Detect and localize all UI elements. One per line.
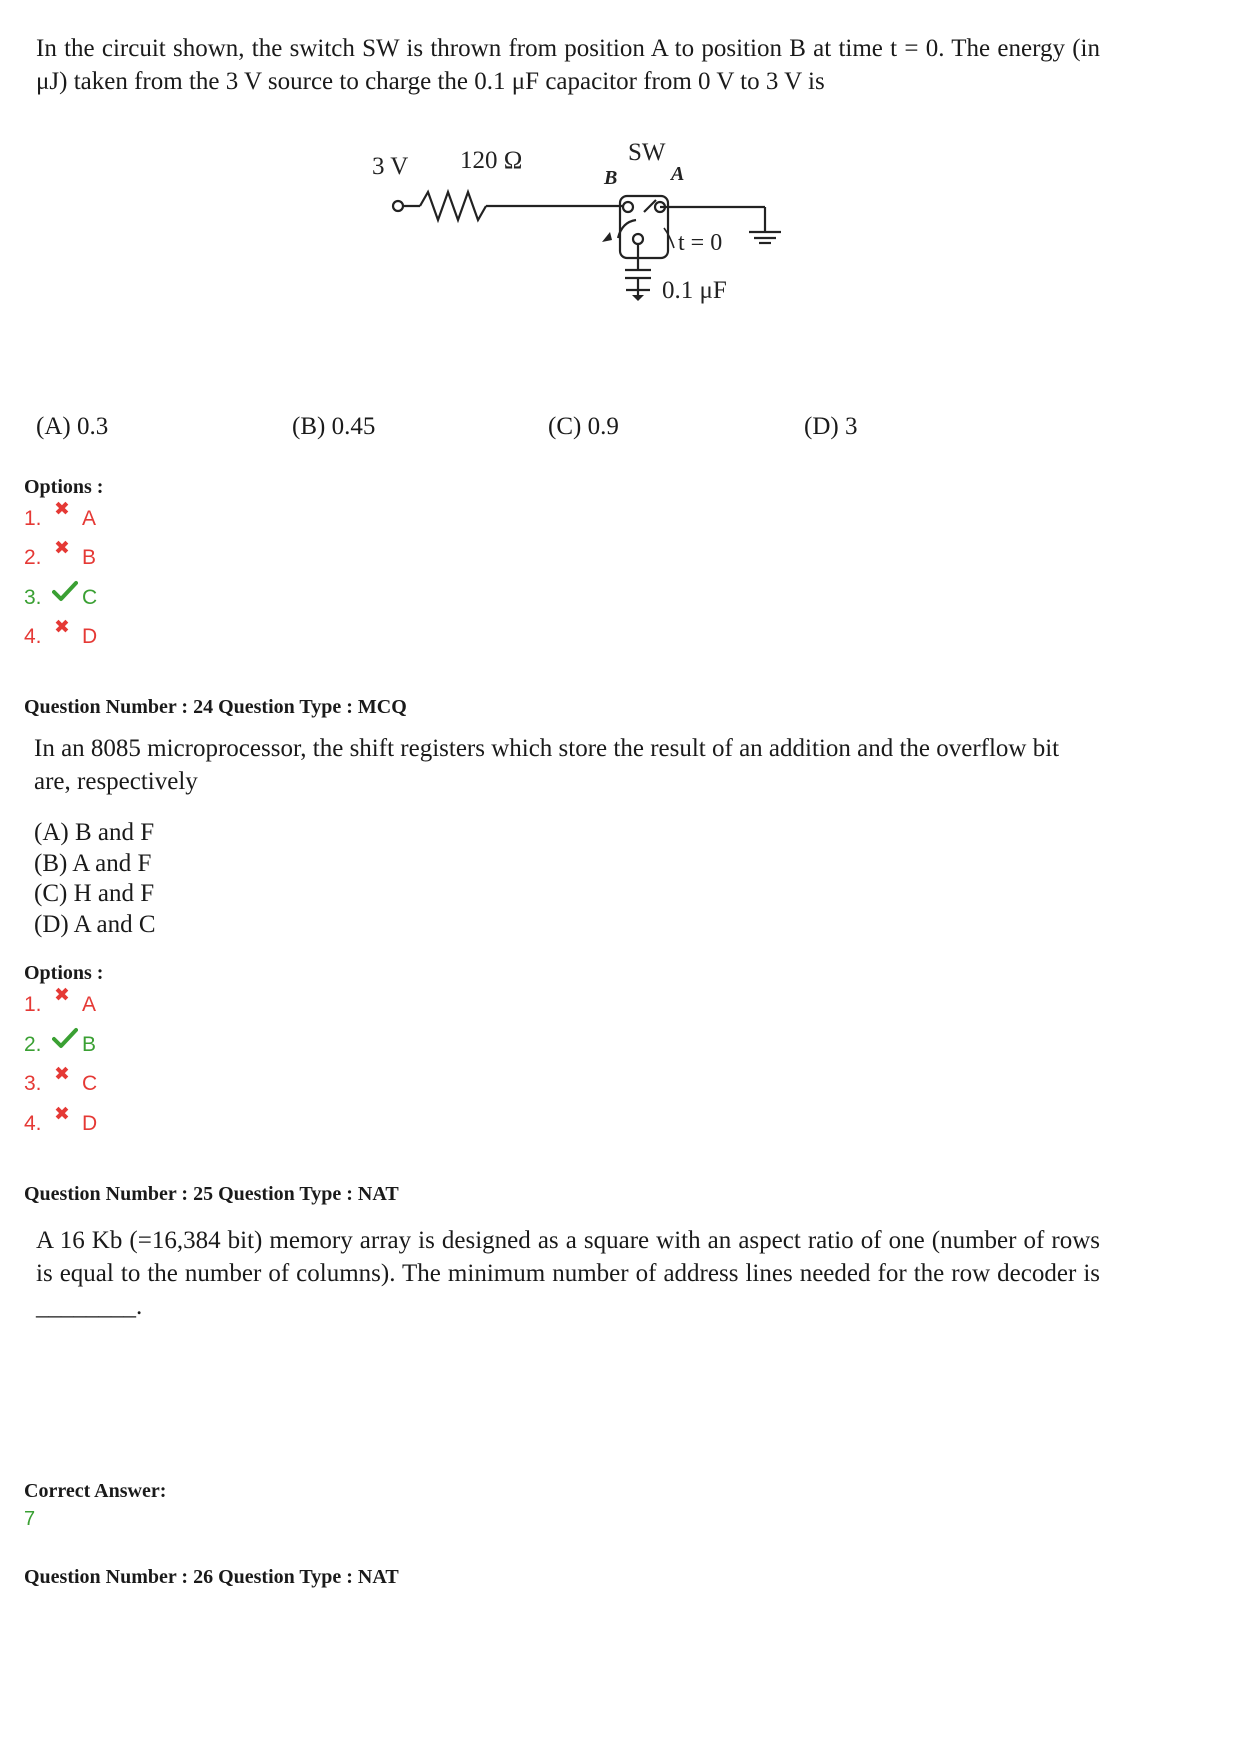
option-row: 1. ✖ A xyxy=(24,498,97,530)
check-icon xyxy=(52,586,82,610)
choice-a: (A) 0.3 xyxy=(36,413,109,440)
choice-a: (A) B and F xyxy=(34,819,155,846)
time-label: t = 0 xyxy=(678,230,723,256)
choice-d: (D) A and C xyxy=(34,911,156,938)
choice-c: (C) 0.9 xyxy=(548,413,619,440)
choice-c: (C) H and F xyxy=(34,880,155,907)
question-23-text: In the circuit shown, the switch SW is thrown from position A to position B at time t = 0. The energy (in μJ) taken from the 3 V source to charge the 0.1 μF capacitor from 0 V to 3 V is xyxy=(36,35,1100,95)
cross-icon: ✖ xyxy=(54,498,70,520)
question-24-header: Question Number : 24 Question Type : MCQ xyxy=(24,696,407,718)
choice-d: (D) 3 xyxy=(804,413,858,440)
cross-icon: ✖ xyxy=(54,984,70,1006)
cross-icon: ✖ xyxy=(54,1063,70,1085)
question-25-text: A 16 Kb (=16,384 bit) memory array is designed as a square with an aspect ratio of one (number of rows is equal to the number of columns). The minimum number of address lines needed for the row decoder is ________. xyxy=(36,1227,1100,1320)
cross-icon: ✖ xyxy=(54,537,70,559)
question-24-text: In an 8085 microprocessor, the shift registers which store the result of an addition and the overflow bit are, respectively xyxy=(34,735,1060,795)
resistor-label: 120 Ω xyxy=(460,147,523,174)
cross-icon: ✖ xyxy=(54,616,70,638)
question-26-header: Question Number : 26 Question Type : NAT xyxy=(24,1566,399,1588)
choice-b: (B) 0.45 xyxy=(292,413,376,440)
choice-b: (B) A and F xyxy=(34,850,152,877)
capacitor-label: 0.1 μF xyxy=(662,277,727,304)
position-b-label: B xyxy=(604,167,618,189)
option-row: 2. ✖ B xyxy=(24,537,97,569)
switch-label: SW xyxy=(628,140,666,166)
correct-answer-value: 7 xyxy=(24,1508,36,1530)
option-row: 2. B xyxy=(24,1030,96,1060)
option-row: 4. ✖ D xyxy=(24,616,98,648)
cross-icon: ✖ xyxy=(54,1103,70,1125)
option-row: 1. ✖ A xyxy=(24,984,97,1016)
option-row: 3. ✖ C xyxy=(24,1063,98,1095)
options-label: Options : xyxy=(24,962,104,984)
position-a-label: A xyxy=(671,163,685,185)
options-label: Options : xyxy=(24,476,104,498)
option-row: 3. C xyxy=(24,583,97,613)
correct-answer-label: Correct Answer: xyxy=(24,1480,167,1502)
question-25-header: Question Number : 25 Question Type : NAT xyxy=(24,1183,399,1205)
source-label: 3 V xyxy=(372,153,409,180)
check-icon xyxy=(52,1033,82,1057)
option-row: 4. ✖ D xyxy=(24,1103,98,1135)
circuit-diagram xyxy=(360,140,800,340)
